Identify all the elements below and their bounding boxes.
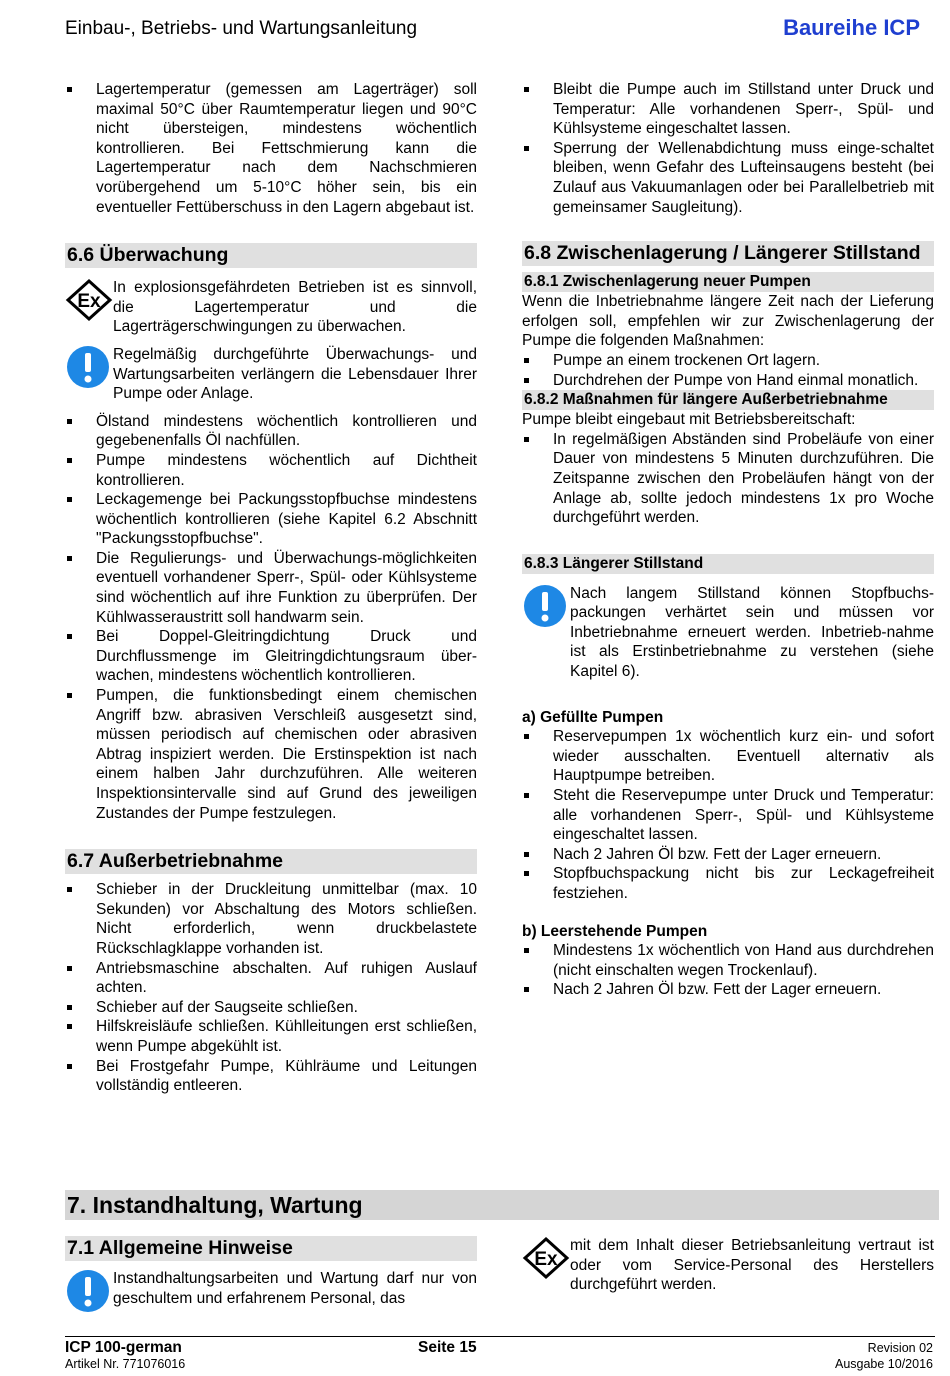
list-item: Ölstand mindestens wöchentlich kontrollieren und gegebenenfalls Öl nachfüllen. xyxy=(65,412,477,451)
list-item: Schieber auf der Saugseite schließen. xyxy=(65,998,477,1018)
list-item: Hilfskreisläufe schließen. Kühlleitungen erst schließen, wenn Pumpe abgekühlt ist. xyxy=(65,1017,477,1056)
series-title: Baureihe ICP xyxy=(783,15,920,40)
section-heading-7-1: 7.1 Allgemeine Hinweise xyxy=(65,1236,477,1261)
filled-pumps-list xyxy=(522,727,934,903)
footer-article-number: Artikel Nr. 771076016 xyxy=(65,1357,186,1371)
chapter7-left xyxy=(65,1236,477,1321)
footer-revision: Revision 02 xyxy=(867,1341,933,1355)
section-heading-6-6: 6.6 Überwachung xyxy=(65,243,477,268)
exclamation-warning-icon xyxy=(522,584,570,628)
svg-text:Ex: Ex xyxy=(534,1249,558,1270)
left-column xyxy=(65,80,477,1096)
ex-note xyxy=(522,1236,934,1295)
ex-note xyxy=(65,278,477,337)
warning-note xyxy=(522,584,934,682)
exclamation-warning-icon xyxy=(65,1269,113,1313)
subsection-heading-6-8-2: 6.8.2 Maßnahmen für längere Außerbetriebnahme xyxy=(522,390,934,410)
list-item: Nach 2 Jahren Öl bzw. Fett der Lager erneuern. xyxy=(522,845,934,865)
footer-divider xyxy=(65,1336,935,1337)
ex-atex-icon xyxy=(65,278,113,322)
ex-note-text: In explosionsgefährdeten Betrieben ist es sinnvoll, die Lagertemperatur und die Lagerträgerschwingungen zu überwachen. xyxy=(113,279,477,336)
list-item: Antriebsmaschine abschalten. Auf ruhigen Auslauf achten. xyxy=(65,959,477,998)
shutdown-list xyxy=(65,880,477,1096)
chapter-heading-7: 7. Instandhaltung, Wartung xyxy=(65,1190,939,1220)
ex-note-text: mit dem Inhalt dieser Betriebsanleitung vertraut ist oder vom Service-Personal des Herstellers durchgeführt werden. xyxy=(570,1237,934,1294)
monitoring-list xyxy=(65,412,477,823)
document-title: Einbau-, Betriebs- und Wartungsanleitung xyxy=(65,18,418,39)
list-item: Durchdrehen der Pumpe von Hand einmal monatlich. xyxy=(522,371,934,391)
list-item: Die Regulierungs- und Überwachungs-möglichkeiten eventuell vorhandener Sperr-, Spül- oder Kühlsysteme sind wöchentlich auf ihre Funktion zu überprüfen. Der Kühlwasseraustritt soll handwarm sein. xyxy=(65,549,477,627)
bearing-temp-list xyxy=(65,80,477,217)
list-item: Stopfbuchspackung nicht bis zur Leckagefreiheit festziehen. xyxy=(522,864,934,903)
storage-text: Wenn die Inbetriebnahme längere Zeit nach der Lieferung erfolgen soll, empfehlen wir zur Zwischenlagerung der Pumpe die folgenden Maßnahmen: xyxy=(522,293,934,350)
svg-text:Ex: Ex xyxy=(77,291,101,313)
list-item: Pumpe an einem trockenen Ort lagern. xyxy=(522,351,934,371)
chapter7-right xyxy=(522,1236,934,1303)
list-item: Leckagemenge bei Packungsstopfbuchse mindestens wöchentlich kontrollieren (siehe Kapitel 6.2 Abschnitt "Packungsstopfbuchse". xyxy=(65,490,477,549)
ex-atex-icon xyxy=(522,1236,570,1280)
list-item: Pumpen, die funktionsbedingt einem chemischen Angriff bzw. abrasiven Verschleiß ausgesetzt sind, müssen periodisch auf chemischen oder abrasiven Abtrag inspiziert werden. Die Erstinspektion ist nach einem halben Jahr durchzuführen. Alle weiteren Inspektionsintervalle sind auf Grund des jeweiligen Zustandes der Pumpe festzulegen. xyxy=(65,686,477,823)
empty-pumps-list xyxy=(522,941,934,1000)
list-item: Sperrung der Wellenabdichtung muss einge-schaltet bleiben, wenn Gefahr des Lufteinsaugens besteht (bei Zulauf aus Vakuumanlagen oder bei Parallelbetrieb mit gemeinsamer Saugleitung). xyxy=(522,139,934,217)
list-item: Schieber in der Druckleitung unmittelbar (max. 10 Sekunden) vor Abschaltung des Motors schließen. Nicht erforderlich, wenn druckbelastete Rückschlagklappe vorhanden ist. xyxy=(65,880,477,958)
heading-filled-pumps: a) Gefüllte Pumpen xyxy=(522,708,664,726)
exclamation-warning-icon xyxy=(65,345,113,389)
footer-page-number: Seite 15 xyxy=(418,1339,477,1356)
subsection-heading-6-8-1: 6.8.1 Zwischenlagerung neuer Pumpen xyxy=(522,272,934,292)
readiness-list xyxy=(522,430,934,528)
list-item: Reservepumpen 1x wöchentlich kurz ein- und sofort wieder ausschalten. Eventuell alternativ als Hauptpumpe betreiben. xyxy=(522,727,934,786)
list-item: Lagertemperatur (gemessen am Lagerträger) soll maximal 50°C über Raumtemperatur liegen und 90°C nicht übersteigen, mindestens wöchentlich kontrollieren. Bei Fettschmierung kann die Lagertemperatur nach dem Nachschmieren vorübergehend um 5-10°C höher sein, bis ein eventueller Fettüberschuss in den Lagern abgebaut ist. xyxy=(65,80,477,217)
list-item: Steht die Reservepumpe unter Druck und Temperatur: alle vorhandenen Sperr-, Spül- und Kühlsysteme eingeschaltet lassen. xyxy=(522,786,934,845)
warning-note xyxy=(65,345,477,404)
footer-doc-id: ICP 100-german xyxy=(65,1339,182,1356)
warning-note-text: Regelmäßig durchgeführte Überwachungs- und Wartungsarbeiten verlängern die Lebensdauer Ihrer Pumpe oder Anlage. xyxy=(113,345,477,403)
list-item: Pumpe mindestens wöchentlich auf Dichtheit kontrollieren. xyxy=(65,451,477,490)
warning-note xyxy=(65,1269,477,1313)
list-item: In regelmäßigen Abständen sind Probeläufe von einer Dauer von mindestens 5 Minuten durchzuführen. Die Zeitspanne zwischen den Probeläufen hängt von der Anlage ab, sollte jedoch mindestens 1x pro Woche durchgeführt werden. xyxy=(522,430,934,528)
heading-empty-pumps: b) Leerstehende Pumpen xyxy=(522,922,708,940)
readiness-text: Pumpe bleibt eingebaut mit Betriebsbereitschaft: xyxy=(522,411,856,429)
storage-list xyxy=(522,351,934,390)
warning-note-text: Nach langem Stillstand können Stopfbuchs-packungen verhärtet sein und müssen vor Inbetriebnahme erneuert werden. Inbetrieb-nahme ist als Erstinbetriebnahme zu verstehen (siehe Kapitel 6). xyxy=(570,584,934,681)
standstill-list xyxy=(522,80,934,217)
right-column xyxy=(522,80,934,1000)
list-item: Bei Frostgefahr Pumpe, Kühlräume und Leitungen vollständig entleeren. xyxy=(65,1057,477,1096)
section-heading-6-8: 6.8 Zwischenlagerung / Längerer Stillstand xyxy=(522,241,934,266)
section-heading-6-7: 6.7 Außerbetriebnahme xyxy=(65,849,477,874)
list-item: Bei Doppel-Gleitringdichtung Druck und Durchflussmenge im Gleitringdichtungsraum über-wachen, mindestens wöchentlich kontrollieren. xyxy=(65,627,477,686)
list-item: Mindestens 1x wöchentlich von Hand aus durchdrehen (nicht einschalten wegen Trockenlauf). xyxy=(522,941,934,980)
warning-note-text: Instandhaltungsarbeiten und Wartung darf nur von geschultem und erfahrenem Personal, das xyxy=(113,1270,477,1307)
list-item: Bleibt die Pumpe auch im Stillstand unter Druck und Temperatur: Alle vorhandenen Sperr-, Spül- und Kühlsysteme eingeschaltet lassen. xyxy=(522,80,934,139)
list-item: Nach 2 Jahren Öl bzw. Fett der Lager erneuern. xyxy=(522,980,934,1000)
subsection-heading-6-8-3: 6.8.3 Längerer Stillstand xyxy=(522,554,934,574)
footer-edition: Ausgabe 10/2016 xyxy=(834,1357,933,1371)
